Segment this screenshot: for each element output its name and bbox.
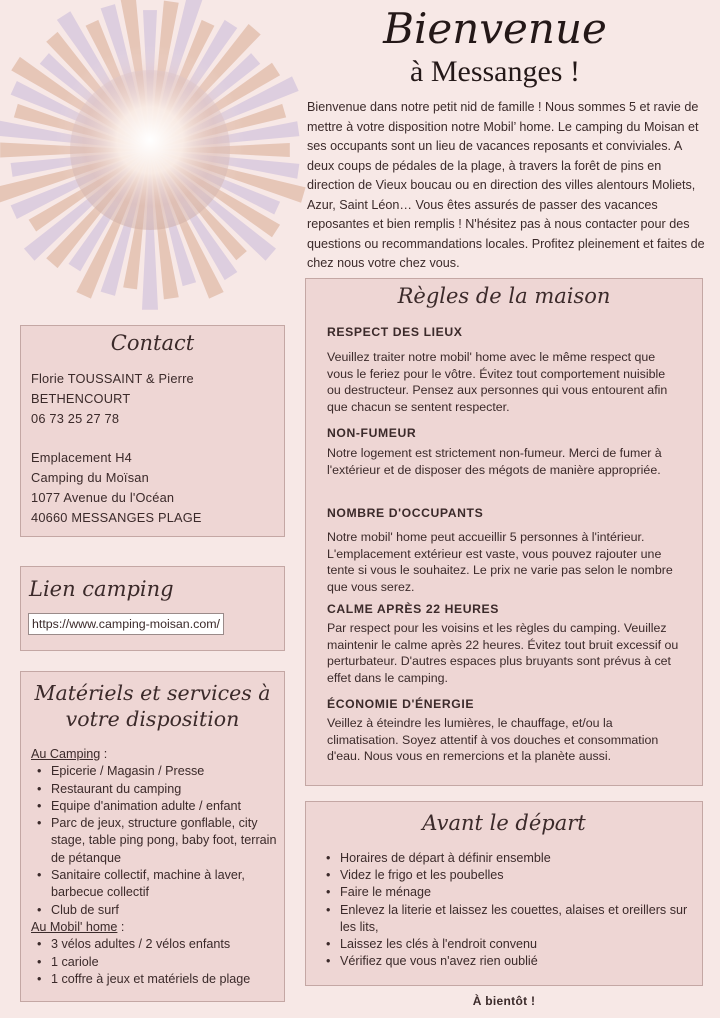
contact-name-line2: BETHENCOURT [31,390,131,406]
list-item: • 3 vélos adultes / 2 vélos enfants [31,936,284,953]
mobil-list [31,936,284,988]
contact-phone: 06 73 25 27 78 [31,410,120,426]
contact-name-line1: Florie TOUSSAINT & Pierre [31,371,194,386]
contact-details [31,369,284,527]
depart-box [305,801,703,986]
section-heading: ÉCONOMIE D'ÉNERGIE [327,697,475,711]
list-item: • Club de surf [31,902,284,919]
section-text: Veillez à éteindre les lumières, le chauffage, et/ou la climatisation. Soyez attentif à vos douches et consommation d'eau. Nous vous en remercions et la planète aussi. [327,716,659,764]
materiels-box [20,671,285,1002]
list-item: • Equipe d'animation adulte / enfant [31,798,284,815]
list-item: • 1 coffre à jeux et matériels de plage [31,971,284,988]
regles-box [305,278,703,786]
sunburst-decoration [0,0,310,310]
section-text: Par respect pour les voisins et les règles du camping. Veuillez maintenir le calme après 22 heures. Évitez tout bruit excessif ou perturbateur. D'autres espaces plus bruyants sont prévus à cet effet dans le camping. [327,621,679,686]
depart-title: Avant le départ [422,811,586,835]
list-item: • Videz le frigo et les poubelles [320,867,702,884]
list-item: • 1 cariole [31,954,284,971]
mobil-label: Au Mobil' home [31,919,118,934]
contact-city: 40660 MESSANGES PLAGE [31,509,202,525]
lien-box [20,566,285,651]
list-item: • Sanitaire collectif, machine à laver, barbecue collectif [31,867,284,902]
page-title: Bienvenue [383,4,607,53]
intro-paragraph: Bienvenue dans notre petit nid de famille ! Nous sommes 5 et ravie de mettre à votre disposition notre Mobil’ home. Le camping du Moisan et ses occupants sont un lieu de vacances reposants et conviviales. A deux coups de pédales de la plage, à travers la forêt de pins en direction de Vieux boucau ou en direction des villes alentours Moliets, Azur, Saint Léon… Vous êtes assurés de passer des vacances reposantes et bien remplis ! N'hésitez pas à nous contacter pour des questions ou recommandations locales. Profitez pleinement et faites de chez nous votre chez vous. [307,100,705,270]
list-item: • Laissez les clés à l'endroit convenu [320,936,702,953]
list-item: • Restaurant du camping [31,781,284,798]
list-item: • Vérifiez que vous n'avez rien oublié [320,953,702,970]
contact-title: Contact [110,331,195,355]
lien-title: Lien camping [29,577,174,601]
page-subtitle: à Messanges ! [410,55,580,88]
footer-message: À bientôt ! [472,994,536,1008]
camping-link[interactable]: https://www.camping-moisan.com/ [28,613,224,635]
section-text: Veuillez traiter notre mobil' home avec le même respect que vous le feriez pour le vôtre. Évitez tout comportement nuisible ou destructeur. Pensez aux personnes qui vous entourent afin que chacun se sentent respecter. [327,350,668,415]
materiels-title: Matériels et services à votre disposition [34,681,271,731]
section-text: Notre mobil' home peut accueillir 5 personnes à l'intérieur. L'emplacement extérieur est vaste, vous pouvez rajouter une tente si vous le souhaitez. Le prix ne varie pas selon le nombre que vous serez. [327,530,673,595]
contact-box [20,325,285,537]
camping-label: Au Camping [31,747,101,761]
depart-list [320,850,702,970]
list-item: • Faire le ménage [320,884,702,901]
list-item: • Horaires de départ à définir ensemble [320,850,702,867]
contact-street: 1077 Avenue du l'Océan [31,489,175,505]
materiels-body: Au Camping : • Epicerie / Magasin / Presse • Restaurant du camping • Equipe d'animation adulte / enfant • Parc de jeux, structure gonflable, city stage, table ping pong, baby foot, terrain de pétanque • Sanitaire collectif, machine à laver, barbecue collectif • Club de surf Au Mobil' home : • 3 vélos adultes / 2 vélos enfants • 1 cariole • 1 coffre à jeux et matériels de plage [31,746,284,988]
list-item: • Epicerie / Magasin / Presse [31,763,284,780]
regles-title: Règles de la maison [397,284,611,308]
list-item: • Parc de jeux, structure gonflable, city stage, table ping pong, baby foot, terrain de pétanque [31,815,284,867]
list-item: • Enlevez la literie et laissez les couettes, alaises et oreillers sur les lits, [320,902,702,936]
camping-list [31,763,284,919]
contact-camping: Camping du Moïsan [31,469,149,485]
section-heading: RESPECT DES LIEUX [327,325,463,339]
section-heading: NOMBRE D'OCCUPANTS [327,506,484,520]
section-text: Notre logement est strictement non-fumeur. Merci de fumer à l'extérieur et de disposer des mégots de manière appropriée. [327,446,662,477]
contact-location: Emplacement H4 [31,450,132,466]
section-heading: CALME APRÈS 22 HEURES [327,602,499,616]
section-heading: NON-FUMEUR [327,426,417,440]
